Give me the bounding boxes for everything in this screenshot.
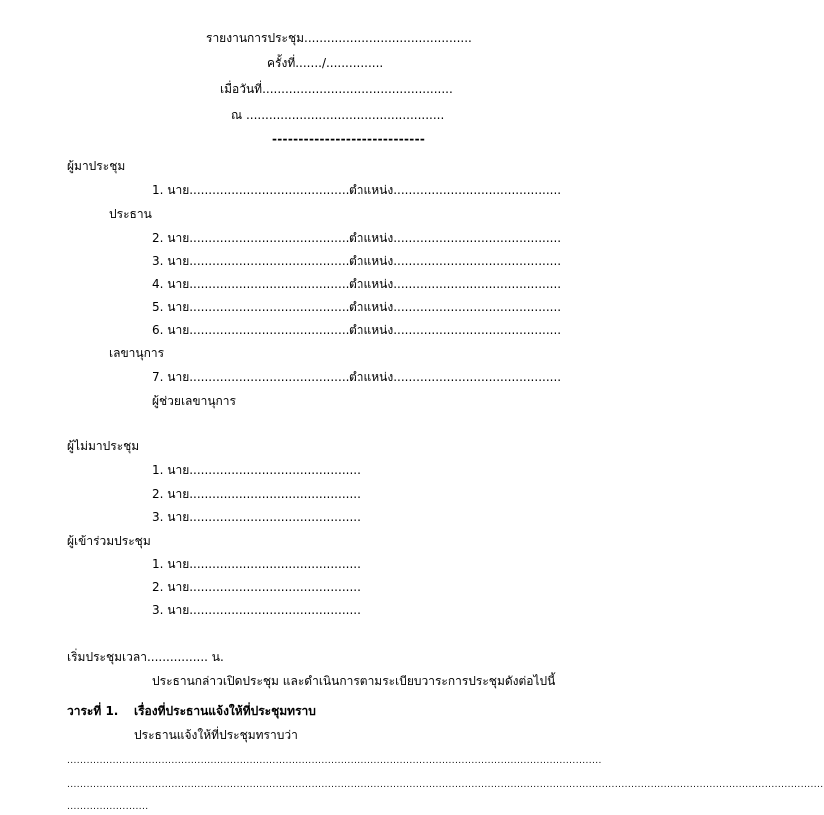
attendee-name: 1. นาย.............................................	[152, 183, 361, 197]
absentee-name: 1. นาย.............................................	[152, 463, 361, 477]
agenda-number: วาระที่ 1.	[67, 704, 119, 718]
absentees-heading: ผู้ไม่มาประชุม	[67, 439, 140, 453]
meeting-date: เมื่อวันที่..................................................	[220, 82, 453, 96]
observer-name: 3. นาย.............................................	[152, 603, 361, 617]
attendee-position: ตำแหน่ง............................................	[349, 370, 562, 384]
observer-name: 2. นาย.............................................	[152, 580, 361, 594]
agenda-intro: ประธานแจ้งให้ที่ประชุมทราบว่า	[134, 728, 298, 742]
absentee-name: 3. นาย.............................................	[152, 510, 361, 524]
attendee-position: ตำแหน่ง............................................	[349, 277, 562, 291]
header-divider: -----------------------------	[272, 132, 426, 146]
attendee-position: ตำแหน่ง............................................	[349, 254, 562, 268]
attendee-position: ตำแหน่ง............................................	[349, 300, 562, 314]
start-time: เริ่มประชุมเวลา................ น.	[67, 650, 224, 664]
attendee-position: ตำแหน่ง............................................	[349, 323, 562, 337]
meeting-title: รายงานการประชุม............................................	[206, 31, 472, 45]
secretary-label: เลขานุการ	[109, 346, 165, 360]
attendee-position: ตำแหน่ง............................................	[349, 231, 562, 245]
chair-label: ประธาน	[109, 207, 152, 221]
agenda-title: เรื่องที่ประธานแจ้งให้ที่ประชุมทราบ	[134, 704, 316, 718]
fill-in-line: .........................	[67, 802, 149, 812]
attendee-name: 6. นาย.............................................	[152, 323, 361, 337]
attendee-name: 4. นาย.............................................	[152, 277, 361, 291]
opening-statement: ประธานกล่าวเปิดประชุม และดำเนินการตามระเบียบวาระการประชุมดังต่อไปนี้	[152, 674, 556, 688]
observer-name: 1. นาย.............................................	[152, 557, 361, 571]
observers-heading: ผู้เข้าร่วมประชุม	[67, 534, 151, 548]
attendee-position: ตำแหน่ง............................................	[349, 183, 562, 197]
fill-in-line: ....................................................................................................................................................................	[67, 756, 602, 766]
absentee-name: 2. นาย.............................................	[152, 487, 361, 501]
attendee-name: 7. นาย.............................................	[152, 370, 361, 384]
attendee-name: 3. นาย.............................................	[152, 254, 361, 268]
attendee-name: 5. นาย.............................................	[152, 300, 361, 314]
attendee-name: 2. นาย.............................................	[152, 231, 361, 245]
meeting-place: ณ ....................................................	[231, 108, 445, 122]
assistant-secretary-label: ผู้ช่วยเลขานุการ	[152, 394, 236, 408]
fill-in-line: ........................................................................................................................................................................................................................................	[67, 780, 824, 790]
session-number: ครั้งที่......./...............	[267, 56, 384, 70]
attendees-heading: ผู้มาประชุม	[67, 159, 126, 173]
